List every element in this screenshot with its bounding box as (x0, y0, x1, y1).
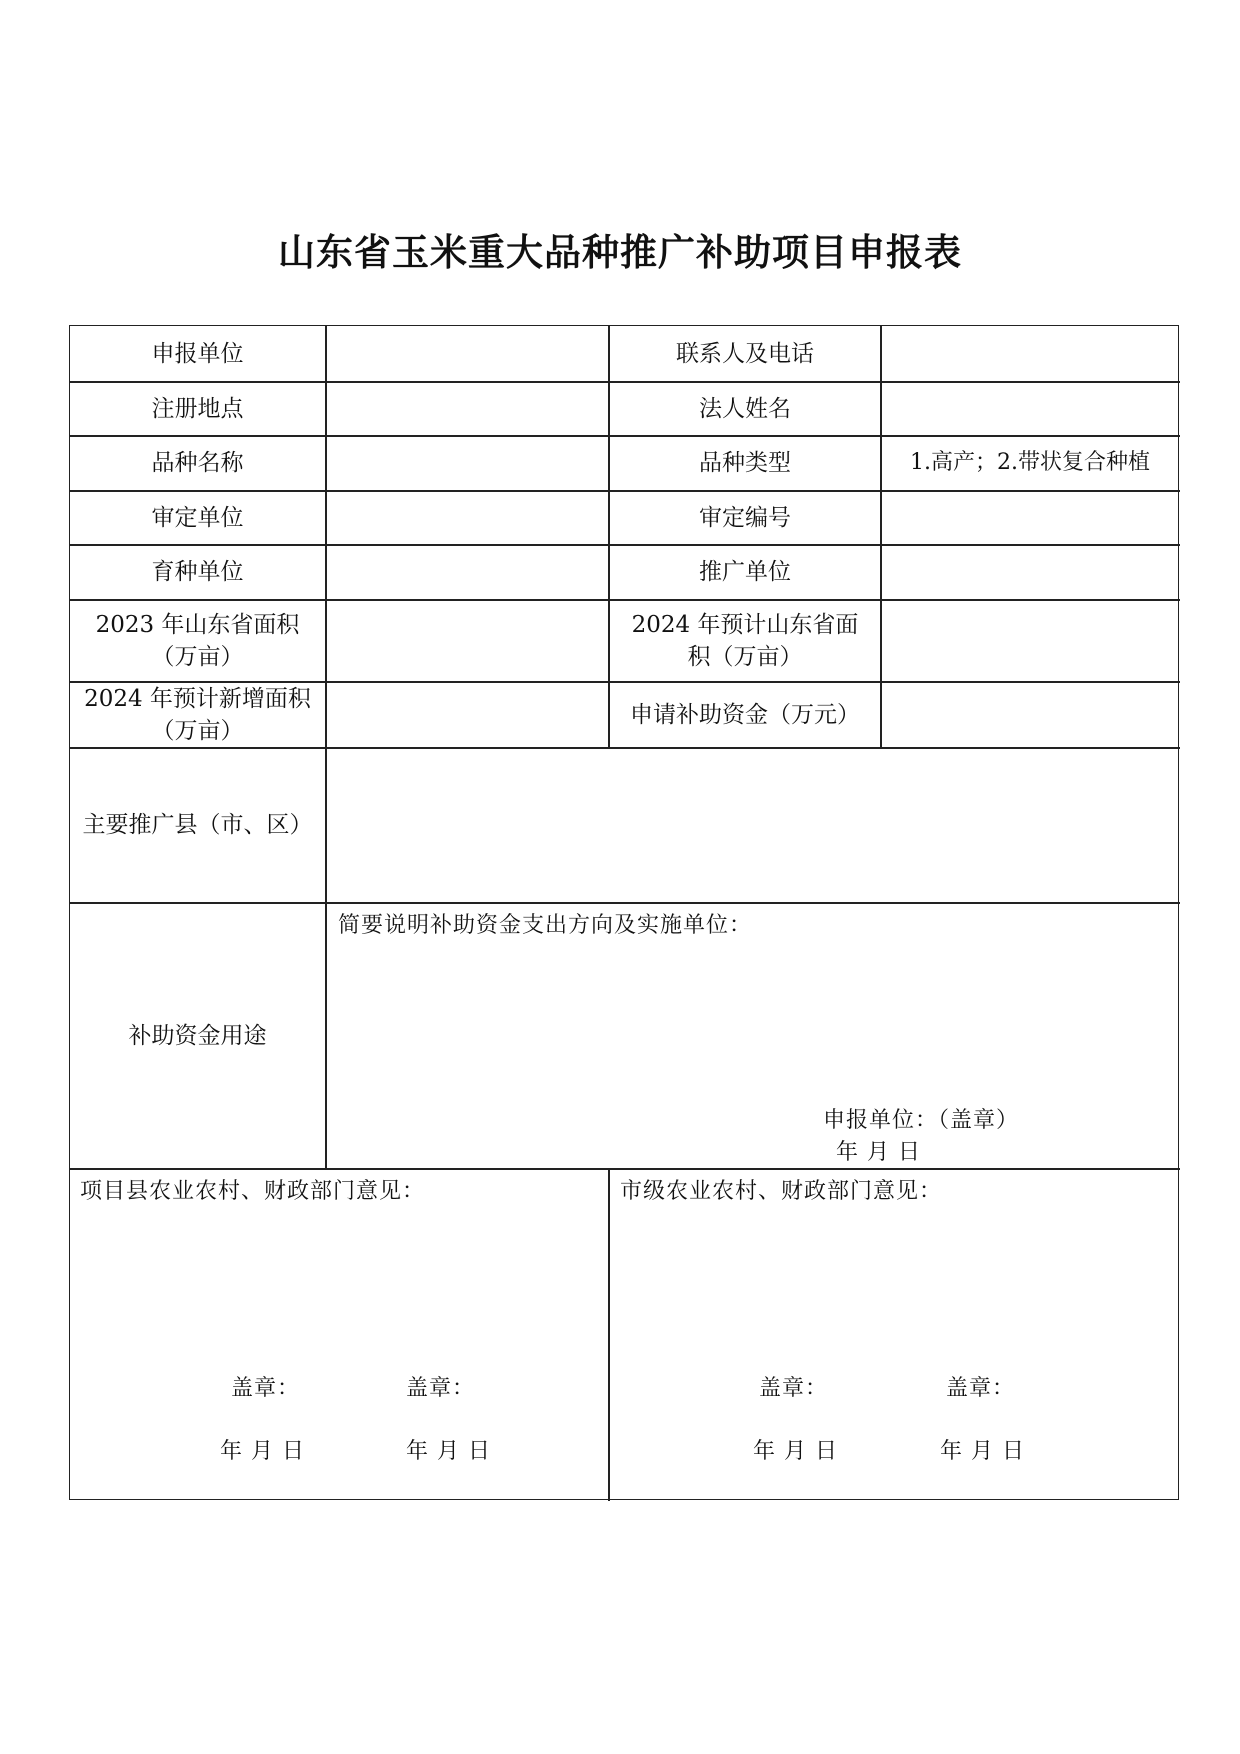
variety-name-label: 品种名称 (151, 450, 244, 476)
variety-type-label: 品种类型 (699, 450, 791, 476)
area-2023-label-line1: 2023 年山东省面积 (95, 611, 300, 638)
city-agri-date: 年 月 日 (753, 1439, 838, 1464)
subsidy-requested-label: 申请补助资金（万元） (630, 701, 860, 728)
subsidy-use-instruction: 简要说明补助资金支出方向及实施单位： (338, 913, 753, 938)
subsidy-use-date: 年 月 日 (836, 1140, 921, 1165)
approval-number-label: 审定编号 (699, 504, 791, 531)
variety-type-value: 1.高产；2.带状复合种植 (910, 450, 1150, 475)
breeding-unit-input[interactable] (327, 545, 608, 599)
area-2024-label-line1: 2024 年预计山东省面 (631, 611, 859, 638)
applicant-unit-label: 申报单位 (151, 340, 244, 367)
area-2023-input[interactable] (327, 600, 608, 681)
city-finance-date: 年 月 日 (940, 1439, 1025, 1464)
contact-phone-input[interactable] (882, 326, 1178, 381)
area-2023-label (70, 600, 325, 681)
legal-person-input[interactable] (882, 382, 1178, 435)
legal-person-label: 法人姓名 (699, 395, 791, 422)
new-area-2024-label-line2: （万亩） (151, 717, 244, 744)
area-2024-label (610, 600, 880, 681)
area-2024-input[interactable] (882, 600, 1178, 681)
approval-number-input[interactable] (882, 491, 1178, 544)
promotion-unit-label: 推广单位 (699, 559, 791, 585)
subsidy-use-input[interactable] (327, 903, 1178, 1168)
county-finance-date: 年 月 日 (406, 1439, 491, 1464)
county-finance-seal: 盖章： (406, 1376, 476, 1401)
main-counties-input[interactable] (327, 748, 1178, 902)
registered-address-label: 注册地点 (151, 395, 244, 422)
variety-name-input[interactable] (327, 436, 608, 490)
main-counties-label: 主要推广县（市、区） (82, 812, 313, 838)
county-opinion-label: 项目县农业农村、财政部门意见： (80, 1179, 426, 1204)
new-area-2024-label (70, 682, 325, 747)
county-agri-seal: 盖章： (231, 1376, 301, 1401)
area-2023-label-line2: （万亩） (151, 643, 244, 670)
applicant-unit-input[interactable] (327, 326, 608, 381)
registered-address-input[interactable] (327, 382, 608, 435)
column-divider (608, 1168, 610, 1501)
area-2024-label-line2: 积（万亩） (687, 643, 803, 670)
subsidy-requested-input[interactable] (882, 682, 1178, 747)
new-area-2024-input[interactable] (327, 682, 608, 747)
contact-phone-label: 联系人及电话 (676, 340, 814, 367)
approval-unit-input[interactable] (327, 491, 608, 544)
promotion-unit-input[interactable] (882, 545, 1178, 599)
subsidy-use-label: 补助资金用途 (128, 1022, 267, 1049)
new-area-2024-label-line1: 2024 年预计新增面积 (84, 685, 311, 712)
application-form (69, 325, 1179, 1500)
county-agri-date: 年 月 日 (220, 1439, 305, 1464)
city-finance-seal: 盖章： (946, 1376, 1016, 1401)
breeding-unit-label: 育种单位 (151, 559, 244, 585)
page-title: 山东省玉米重大品种推广补助项目申报表 (278, 230, 962, 274)
row-divider (70, 1168, 1180, 1170)
approval-unit-label: 审定单位 (151, 504, 244, 531)
city-agri-seal: 盖章： (759, 1376, 829, 1401)
subsidy-use-seal: 申报单位：（盖章） (823, 1108, 1020, 1133)
city-opinion-label: 市级农业农村、财政部门意见： (620, 1179, 943, 1204)
